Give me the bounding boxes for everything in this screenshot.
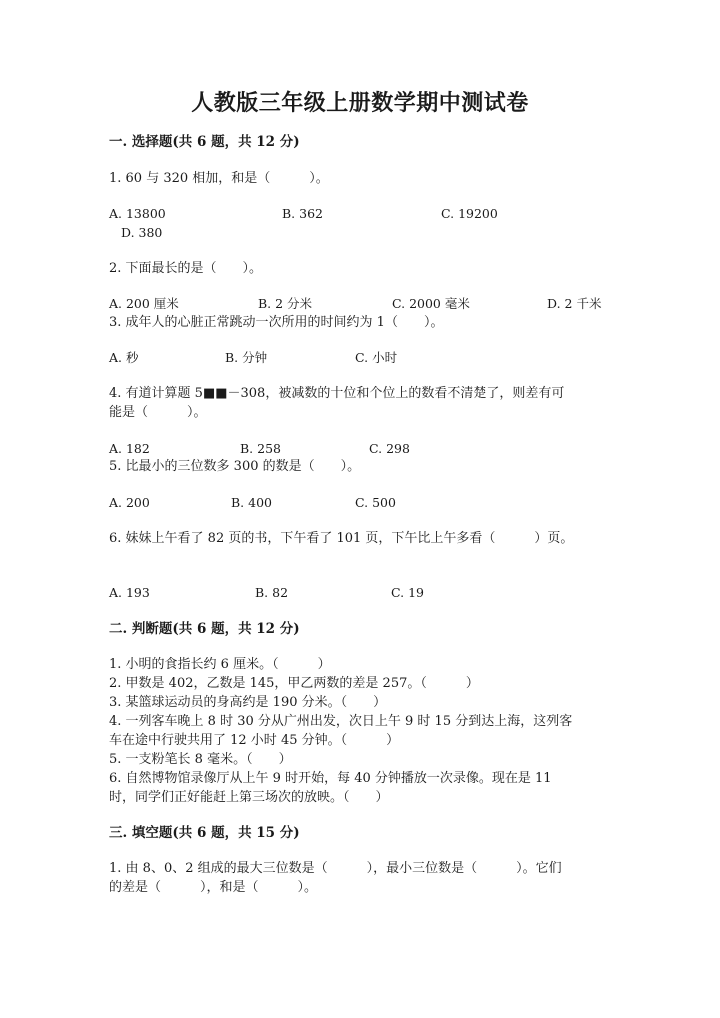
judgement-line: 3. 某篮球运动员的身高约是 190 分米。（ ） <box>109 695 387 710</box>
option: C. 19200 <box>441 206 498 221</box>
option: B. 分钟 <box>225 350 268 365</box>
question-stem: 4. 有道计算题 5■■－308，被减数的十位和个位上的数看不清楚了，则差有可 <box>109 386 565 401</box>
option: A. 200 <box>109 495 150 510</box>
section-heading-judgement: 二. 判断题(共 6 题，共 12 分) <box>109 621 300 637</box>
option: C. 小时 <box>355 350 398 365</box>
option: A. 13800 <box>109 206 166 221</box>
fill-in-line: 1. 由 8、0、2 组成的最大三位数是（ ），最小三位数是（ ）。它们 <box>109 861 562 876</box>
option: A. 秒 <box>109 350 139 365</box>
fill-in-line: 的差是（ ），和是（ ）。 <box>109 880 318 895</box>
option: A. 193 <box>109 585 150 600</box>
judgement-line: 1. 小明的食指长约 6 厘米。（ ） <box>109 657 331 672</box>
question-stem: 6. 妹妹上午看了 82 页的书，下午看了 101 页，下午比上午多看（ ）页。 <box>109 531 574 546</box>
judgement-line: 5. 一支粉笔长 8 毫米。（ ） <box>109 752 292 767</box>
option: B. 258 <box>240 441 281 456</box>
option: B. 2 分米 <box>258 296 313 311</box>
option: D. 2 千米 <box>547 296 602 311</box>
judgement-line: 车在途中行驶共用了 12 小时 45 分钟。（ ） <box>109 733 400 748</box>
question-stem-continued: 能是（ ）。 <box>109 405 207 420</box>
page-title: 人教版三年级上册数学期中测试卷 <box>191 90 529 116</box>
option: B. 400 <box>231 495 272 510</box>
option: C. 500 <box>355 495 396 510</box>
option: C. 298 <box>369 441 410 456</box>
option: C. 19 <box>391 585 424 600</box>
judgement-line: 时，同学们正好能赶上第三场次的放映。（ ） <box>109 790 389 805</box>
judgement-line: 4. 一列客车晚上 8 时 30 分从广州出发，次日上午 9 时 15 分到达上海，这列客 <box>109 714 573 729</box>
option: B. 362 <box>282 206 323 221</box>
question-stem: 2. 下面最长的是（ ）。 <box>109 261 263 276</box>
question-stem: 3. 成年人的心脏正常跳动一次所用的时间约为 1（ ）。 <box>109 315 444 330</box>
judgement-line: 2. 甲数是 402，乙数是 145，甲乙两数的差是 257。（ ） <box>109 676 479 691</box>
question-stem: 1. 60 与 320 相加，和是（ ）。 <box>109 171 329 186</box>
question-stem: 5. 比最小的三位数多 300 的数是（ ）。 <box>109 459 361 474</box>
option: D. 380 <box>121 225 163 240</box>
option: C. 2000 毫米 <box>392 296 470 311</box>
option: A. 182 <box>109 441 150 456</box>
judgement-line: 6. 自然博物馆录像厅从上午 9 时开始，每 40 分钟播放一次录像。现在是 11 <box>109 771 552 786</box>
option: B. 82 <box>255 585 289 600</box>
section-heading-fill-in: 三. 填空题(共 6 题，共 15 分) <box>109 825 300 841</box>
section-heading-choice: 一. 选择题(共 6 题，共 12 分) <box>109 134 300 150</box>
option: A. 200 厘米 <box>109 296 179 311</box>
